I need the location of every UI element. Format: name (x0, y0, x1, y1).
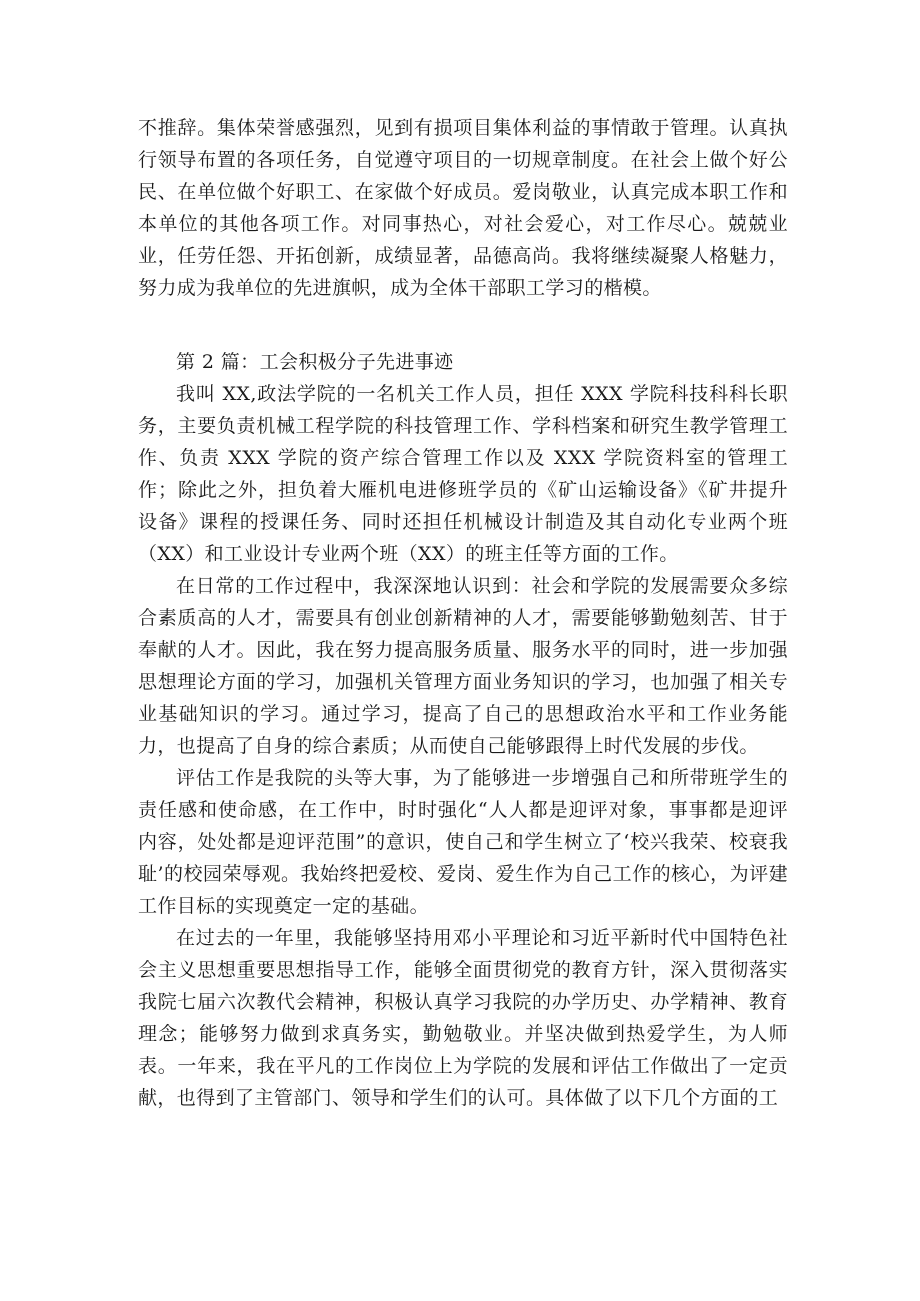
document-body (138, 112, 788, 1114)
body-paragraph: 在日常的工作过程中，我深深地认识到：社会和学院的发展需要众多综合素质高的人才，需要具有创业创新精神的人才，需要能够勤勉刻苦、甘于奉献的人才。因此，我在努力提高服务质量、服务水平的同时，进一步加强思想理论方面的学习，加强机关管理方面业务知识的学习，也加强了相关专业基础知识的学习。通过学习，提高了自己的思想政治水平和工作业务能力，也提高了自身的综合素质；从而使自己能够跟得上时代发展的步伐。 (138, 575, 788, 757)
section-heading: 第 2 篇：工会积极分子先进事迹 (176, 351, 454, 373)
body-paragraph: 评估工作是我院的头等大事，为了能够进一步增强自己和所带班学生的责任感和使命感，在工作中，时时强化“人人都是迎评对象，事事都是迎评内容，处处都是迎评范围”的意识，使自己和学生树立了‘校兴我荣、校衰我耻’的校园荣辱观。我始终把爱校、爱岗、爱生作为自己工作的核心，为评建工作目标的实现奠定一定的基础。 (138, 767, 788, 917)
opening-paragraph: 不推辞。集体荣誉感强烈，见到有损项目集体利益的事情敢于管理。认真执行领导布置的各项任务，自觉遵守项目的一切规章制度。在社会上做个好公民、在单位做个好职工、在家做个好成员。爱岗敬业，认真完成本职工作和本单位的其他各项工作。对同事热心，对社会爱心，对工作尽心。兢兢业业，任劳任怨、开拓创新，成绩显著，品德高尚。我将继续凝聚人格魅力，努力成为我单位的先进旗帜，成为全体干部职工学习的楷模。 (138, 117, 788, 299)
body-paragraph: 在过去的一年里，我能够坚持用邓小平理论和习近平新时代中国特色社会主义思想重要思想指导工作，能够全面贯彻党的教育方针，深入贯彻落实我院七届六次教代会精神，积极认真学习我院的办学历史、办学精神、教育理念；能够努力做到求真务实，勤勉敬业。并坚决做到热爱学生，为人师表。一年来，我在平凡的工作岗位上为学院的发展和评估工作做出了一定贡献，也得到了主管部门、领导和学生们的认可。具体做了以下几个方面的工 (138, 927, 788, 1109)
body-paragraph: 我叫 XX,政法学院的一名机关工作人员，担任 XXX 学院科技科科长职务，主要负责机械工程学院的科技管理工作、学科档案和研究生教学管理工作、负责 XXX 学院的资产综合管理工作以及 XXX 学院资料室的管理工作；除此之外，担负着大雁机电进修班学员的《矿山运输设备》《矿井提升设备》课程的授课任务、同时还担任机械设计制造及其自动化专业两个班（XX）和工业设计专业两个班（XX）的班主任等方面的工作。 (138, 383, 788, 565)
